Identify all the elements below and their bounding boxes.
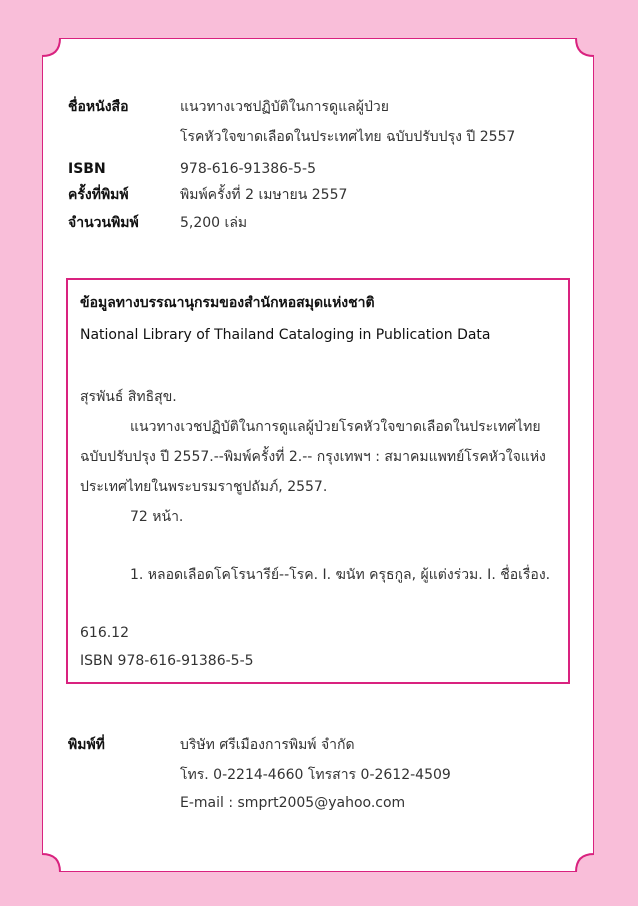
- cip-desc-line3: ประเทศไทยในพระบรมราชูปถัมภ์, 2557.: [80, 479, 328, 495]
- cip-desc-line1: แนวทางเวชปฏิบัติในการดูแลผู้ป่วยโรคหัวใจขาดเลือดในประเทศไทย: [130, 419, 541, 435]
- edition-label: ครั้งที่พิมพ์: [68, 187, 129, 203]
- cip-isbn: ISBN 978-616-91386-5-5: [80, 653, 254, 669]
- cip-heading-en: National Library of Thailand Cataloging in Publication Data: [80, 327, 491, 343]
- copies-label: จำนวนพิมพ์: [68, 215, 139, 231]
- cip-author: สุรพันธ์ สิทธิสุข.: [80, 389, 177, 405]
- document-card: [42, 38, 594, 872]
- cip-desc-line2: ฉบับปรับปรุง ปี 2557.--พิมพ์ครั้งที่ 2.-- กรุงเทพฯ : สมาคมแพทย์โรคหัวใจแห่ง: [80, 449, 546, 465]
- printer-name: บริษัท ศรีเมืองการพิมพ์ จำกัด: [180, 737, 355, 753]
- printer-label: พิมพ์ที่: [68, 737, 105, 753]
- book-title-line1: แนวทางเวชปฏิบัติในการดูแลผู้ป่วย: [180, 99, 389, 115]
- cip-box: [66, 278, 570, 684]
- cip-subjects: 1. หลอดเลือดโคโรนารีย์--โรค. I. ฆนัท ครุธกูล, ผู้แต่งร่วม. I. ชื่อเรื่อง.: [130, 567, 551, 583]
- book-title-label: ชื่อหนังสือ: [68, 99, 129, 115]
- copies-value: 5,200 เล่ม: [180, 215, 248, 231]
- book-title-line2: โรคหัวใจขาดเลือดในประเทศไทย ฉบับปรับปรุง ปี 2557: [180, 129, 516, 145]
- cip-pages: 72 หน้า.: [130, 509, 184, 525]
- isbn-value: 978-616-91386-5-5: [180, 161, 317, 177]
- isbn-label: ISBN: [68, 161, 106, 177]
- printer-phone: โทร. 0-2214-4660 โทรสาร 0-2612-4509: [180, 767, 451, 783]
- printer-email: E-mail : smprt2005@yahoo.com: [180, 795, 406, 811]
- cip-class-number: 616.12: [80, 625, 129, 641]
- cip-heading-th: ข้อมูลทางบรรณานุกรมของสำนักหอสมุดแห่งชาติ: [80, 295, 375, 311]
- edition-value: พิมพ์ครั้งที่ 2 เมษายน 2557: [180, 187, 348, 203]
